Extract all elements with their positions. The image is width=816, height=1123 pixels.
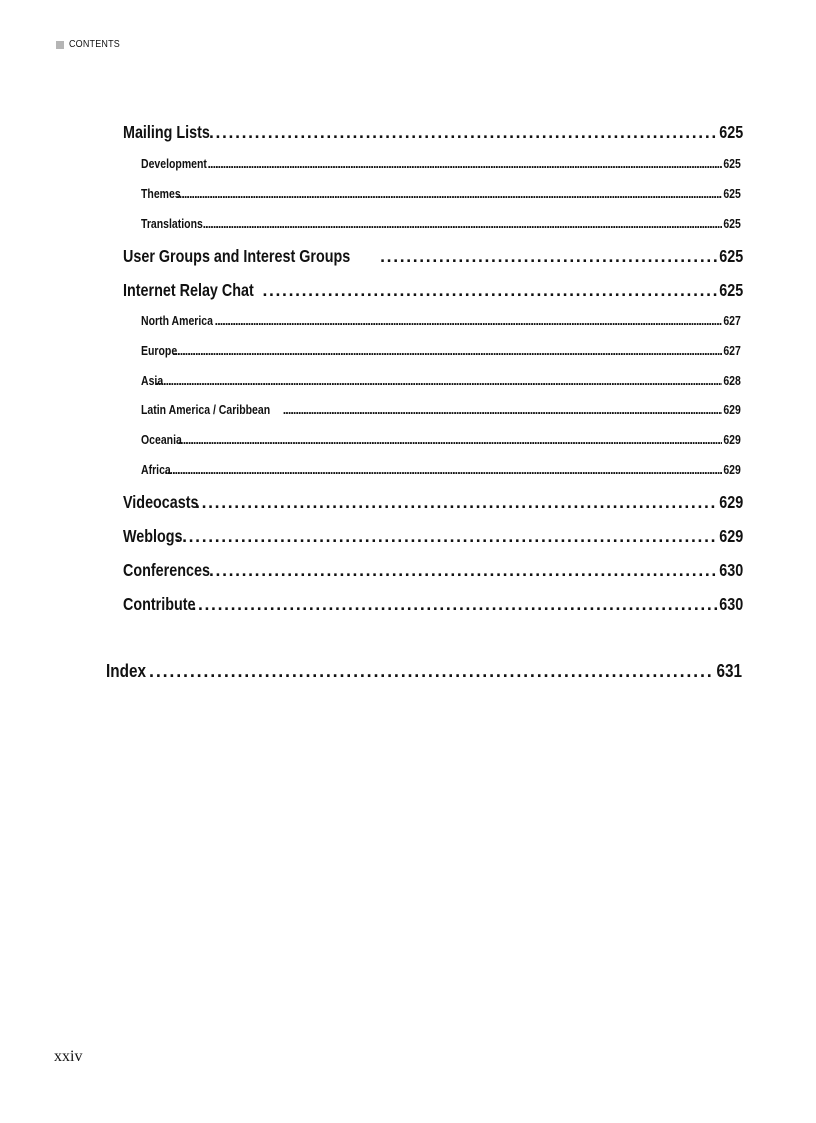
dot-leader <box>209 122 718 143</box>
toc-entry-page: 625 <box>719 246 743 266</box>
toc-entry-title: Translations <box>141 217 203 231</box>
dot-leader <box>176 187 722 201</box>
dot-leader <box>380 246 718 267</box>
toc-entry-page: 625 <box>719 280 743 300</box>
toc-entry-weblogs[interactable] <box>123 526 743 550</box>
toc-entry-user-groups[interactable] <box>123 246 743 270</box>
toc-entry-latin-america[interactable] <box>141 403 741 421</box>
toc-entry-themes[interactable] <box>141 187 741 205</box>
toc-entry-page: 627 <box>723 314 741 328</box>
toc-entry-videocasts[interactable] <box>123 492 743 516</box>
running-head <box>56 39 126 50</box>
toc-entry-page: 629 <box>719 526 743 546</box>
toc-entry-title: Europe <box>141 344 178 358</box>
toc-entry-title: Conferences <box>123 560 210 580</box>
toc-entry-title: Weblogs <box>123 526 183 546</box>
toc-entry-page: 625 <box>719 122 743 142</box>
dot-leader <box>195 492 718 513</box>
toc-entry-title: Index <box>106 661 146 681</box>
toc-entry-title: Latin America / Caribbean <box>141 403 271 417</box>
dot-leader <box>283 403 722 417</box>
toc-entry-page: 627 <box>723 344 741 358</box>
dot-leader <box>208 157 723 171</box>
toc-entry-translations[interactable] <box>141 217 741 235</box>
toc-entry-page: 629 <box>719 492 743 512</box>
toc-entry-africa[interactable] <box>141 463 741 481</box>
toc-entry-title: User Groups and Interest Groups <box>123 246 351 266</box>
toc-entry-page: 625 <box>723 157 741 171</box>
dot-leader <box>178 433 723 447</box>
running-head-label: CONTENTS <box>69 39 120 50</box>
dot-leader <box>149 661 714 682</box>
dot-leader <box>215 314 722 328</box>
toc-entry-title: Development <box>141 157 207 171</box>
toc-entry-page: 628 <box>723 374 741 388</box>
running-head-square-icon <box>56 41 64 49</box>
dot-leader <box>164 463 722 477</box>
toc-entry-asia[interactable] <box>141 374 741 392</box>
toc-entry-oceania[interactable] <box>141 433 741 451</box>
toc-entry-mailing-lists[interactable] <box>123 122 743 146</box>
dot-leader <box>203 217 723 231</box>
toc-entry-page: 629 <box>723 463 741 477</box>
dot-leader <box>262 280 717 301</box>
toc-entry-page: 630 <box>719 594 743 614</box>
toc-entry-title: Asia <box>141 374 164 388</box>
toc-entry-title: Contribute <box>123 594 196 614</box>
toc-entry-title: Oceania <box>141 433 182 447</box>
toc-entry-contribute[interactable] <box>123 594 743 618</box>
toc-entry-title: Mailing Lists <box>123 122 210 142</box>
toc-entry-page: 625 <box>723 217 741 231</box>
page-number: xxiv <box>54 1048 83 1065</box>
dot-leader <box>176 526 718 547</box>
toc-entry-title: North America <box>141 314 213 328</box>
toc-entry-north-america[interactable] <box>141 314 741 332</box>
toc-entry-page: 631 <box>716 661 742 681</box>
toc-entry-page: 630 <box>719 560 743 580</box>
toc-entry-title: Internet Relay Chat <box>123 280 254 300</box>
toc-entry-page: 629 <box>723 403 741 417</box>
dot-leader <box>155 374 722 388</box>
toc-entry-title: Themes <box>141 187 181 201</box>
dot-leader <box>191 594 717 615</box>
dot-leader <box>172 344 722 358</box>
toc-entry-title: Videocasts <box>123 492 199 512</box>
toc-entry-page: 629 <box>723 433 741 447</box>
toc-entry-title: Africa <box>141 463 171 477</box>
dot-leader <box>209 560 718 581</box>
toc-entry-europe[interactable] <box>141 344 741 362</box>
toc-entry-conferences[interactable] <box>123 560 743 584</box>
toc-entry-page: 625 <box>723 187 741 201</box>
toc-entry-development[interactable] <box>141 157 741 175</box>
toc-entry-index[interactable] <box>106 661 742 685</box>
toc-entry-internet-relay-chat[interactable] <box>123 280 743 304</box>
